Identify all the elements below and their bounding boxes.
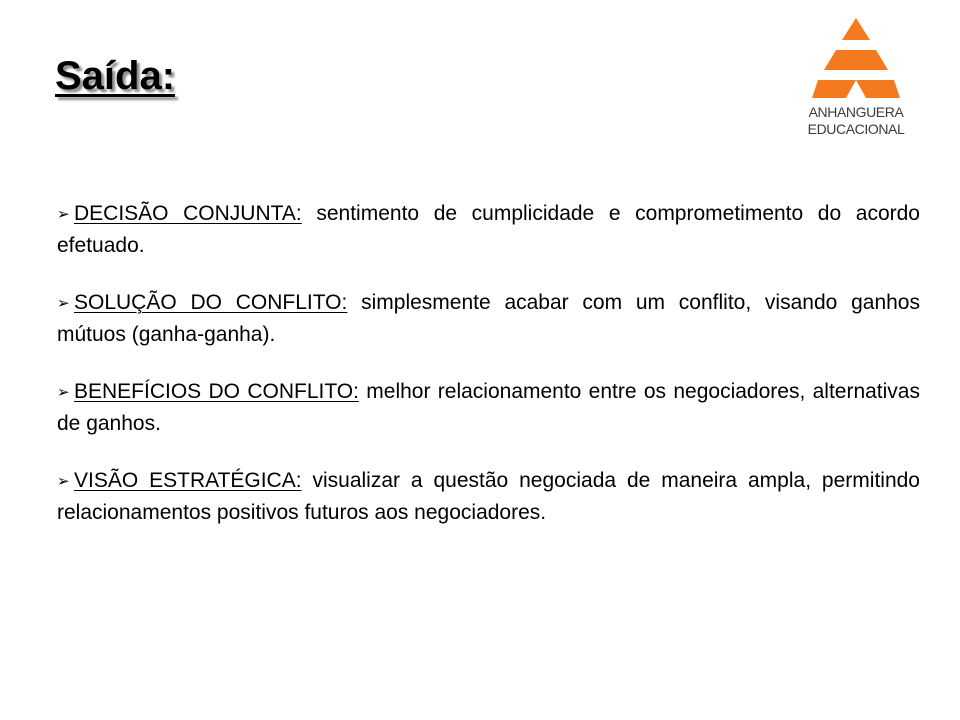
- logo-text-line1: ANHANGUERA: [808, 104, 904, 120]
- bullet-text: melhor relacionamento entre os negociadores, alternativas de ganhos.: [57, 380, 920, 435]
- bullet-text: simplesmente acabar com um conflito, visando ganhos mútuos (ganha-ganha).: [57, 291, 920, 346]
- bullet-list: [57, 198, 920, 554]
- bullet-item-solucao-do-conflito: [57, 287, 920, 350]
- bullet-item-decisao-conjunta: [57, 198, 920, 261]
- bullet-term: DECISÃO CONJUNTA:: [74, 202, 302, 225]
- bullet-item-visao-estrategica: [57, 465, 920, 528]
- bullet-term: VISÃO ESTRATÉGICA:: [74, 469, 302, 492]
- bullet-text: sentimento de cumplicidade e comprometimento do acordo efetuado.: [57, 202, 920, 257]
- bullet-term: BENEFÍCIOS DO CONFLITO:: [74, 380, 359, 403]
- anhanguera-logo: [796, 18, 916, 140]
- bullet-term: SOLUÇÃO DO CONFLITO:: [74, 291, 348, 314]
- arrow-bullet-icon: ➢: [57, 384, 70, 401]
- bullet-text: visualizar a questão negociada de maneira ampla, permitindo relacionamentos positivos futuros aos negociadores.: [57, 469, 920, 524]
- arrow-bullet-icon: ➢: [57, 206, 70, 223]
- arrow-bullet-icon: ➢: [57, 295, 70, 312]
- stacked-triangle-logo-icon: [812, 18, 900, 102]
- logo-text-line2: EDUCACIONAL: [807, 121, 905, 137]
- arrow-bullet-icon: ➢: [57, 473, 70, 490]
- slide-title: Saída:: [55, 54, 176, 98]
- bullet-item-beneficios-do-conflito: [57, 376, 920, 439]
